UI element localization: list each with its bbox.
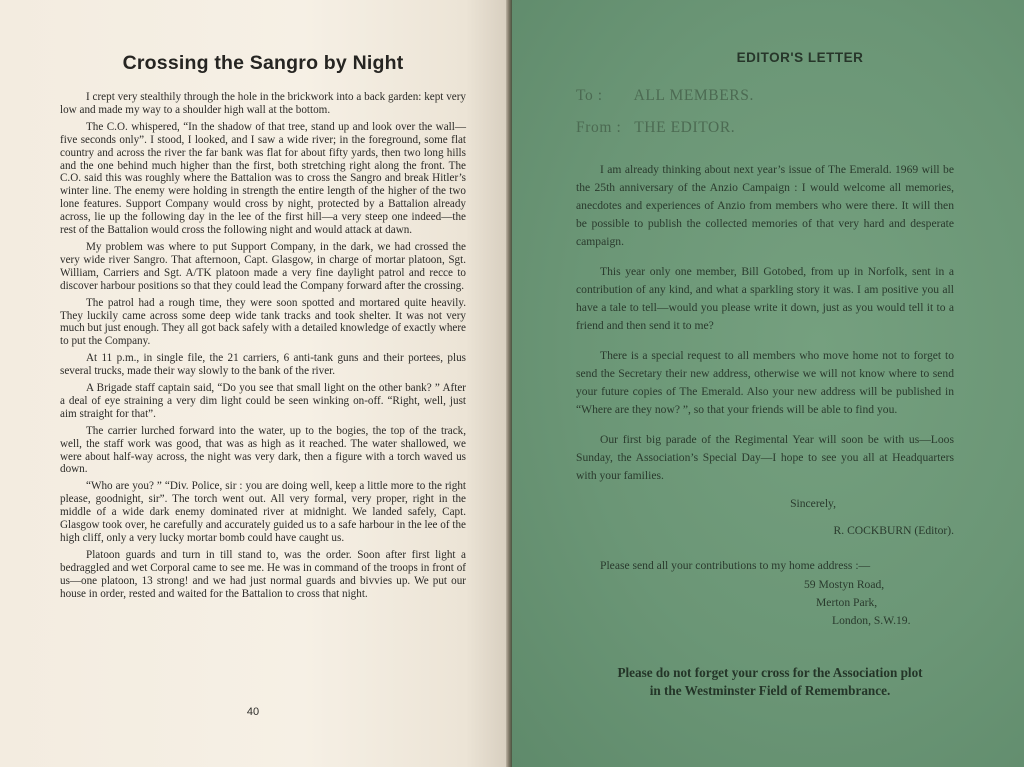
- article-paragraph: Platoon guards and turn in till stand to, was the order. Soon after first light a bedraggled and wet Corporal came to see me. He was in command of the troops in front of us—one platoon, 13 strong! and we had just normal guards and bivvies up. We put our house in order, rested and waited for the Battalion to cross that night.: [60, 548, 466, 600]
- article-paragraph: At 11 p.m., in single file, the 21 carriers, 6 anti-tank guns and their portees, plus several trucks, made their way slowly to the bank of the river.: [60, 352, 466, 378]
- to-line: [576, 87, 954, 105]
- letter-body: [576, 161, 954, 485]
- from-value: THE EDITOR.: [634, 119, 736, 136]
- letter-signoff: Sincerely,: [790, 497, 836, 510]
- article-paragraph: The patrol had a rough time, they were soon spotted and mortared quite heavily. They luckily came across some deep wide tank tracks and took shelter. It was not very much but just enough. They all got back safely with a detailed knowledge of exactly where to put the Company.: [60, 296, 466, 348]
- letter-paragraph: I am already thinking about next year’s issue of The Emerald. 1969 will be the 25th anniversary of the Anzio Campaign : I would welcome all memories, anecdotes and experiences of Anzio from members who were there. It will then be possible to publish the collected memories of that very hard and desperate campaign.: [576, 163, 954, 248]
- letter-paragraph: This year only one member, Bill Gotobed, from up in Norfolk, sent in a contribution of any kind, and what a sparkling story it was. I am positive you all have a tale to tell—would you please write it down, just as you would tell it to a friend and then send it to me?: [576, 265, 954, 332]
- article-paragraph: My problem was where to put Support Company, in the dark, we had crossed the very wide river Sangro. That afternoon, Capt. Glasgow, in charge of mortar platoon, Sgt. William, Carriers and Sgt. A/TK platoon made a very fine daylight patrol and recce to discover harbour positions so that they could lead the Company forward after the crossing.: [60, 240, 466, 292]
- home-address: [576, 576, 954, 630]
- remembrance-note-line: in the Westminster Field of Remembrance.: [649, 683, 891, 698]
- left-page: [0, 0, 506, 767]
- article-title: Crossing the Sangro by Night: [122, 52, 404, 74]
- from-label: From :: [576, 119, 622, 136]
- address-line: London, S.W.19.: [832, 614, 911, 627]
- letter-heading: EDITOR'S LETTER: [736, 50, 864, 65]
- address-line: 59 Mostyn Road,: [804, 578, 885, 591]
- article-paragraph: I crept very stealthily through the hole in the brickwork into a back garden: kept very low and made my way to a shoulder high wall at the bottom.: [60, 91, 466, 116]
- letter-paragraph: There is a special request to all members who move home not to forget to send the Secretary their new address, otherwise we will not know where to send your future copies of The Emerald. Also your new address will be published in “Where are they now? ”, so that your friends will be able to find you.: [576, 349, 954, 416]
- article-body: [60, 91, 466, 601]
- article-paragraph: A Brigade staff captain said, “Do you see that small light on the other bank? ” After a deal of eye straining a very dim light could be seen winking on-off. “Right, well, just aim straight for that”.: [60, 382, 466, 420]
- to-value: ALL MEMBERS.: [633, 87, 754, 104]
- send-note: Please send all your contributions to my home address :—: [600, 559, 871, 572]
- address-line: Merton Park,: [816, 596, 878, 609]
- letter-paragraph: Our first big parade of the Regimental Year will soon be with us—Loos Sunday, the Association’s Special Day—I hope to see you all at Headquarters with your families.: [576, 433, 954, 482]
- article-paragraph: “Who are you? ” “Div. Police, sir : you are doing well, keep a little more to the right please, goodnight, sir”. The torch went out. All very formal, very proper, right in the middle of a wide dark enemy dominated river at midnight. We landed safely, Capt. Glasgow took over, he carefully and accurately guided us to a safe harbour in the lee of the high cliff, only a very lucky mortar bomb could have caught us.: [60, 480, 466, 544]
- right-page: [512, 0, 1024, 767]
- to-label: To :: [576, 87, 603, 104]
- remembrance-note-line: Please do not forget your cross for the Association plot: [617, 665, 923, 680]
- article-paragraph: The carrier lurched forward into the water, up to the bogies, the top of the track, well, the staff work was good, that was as high as it reached. The water shallowed, we were about half-way across, the night was very dark, then a figure with a torch waved us down.: [60, 424, 466, 476]
- remembrance-note: [566, 664, 974, 700]
- article-paragraph: The C.O. whispered, “In the shadow of that tree, stand up and look over the wall—five seconds only”. I stood, I looked, and I saw a wide river; in the foreground, some flat country and across the river the far bank was flat for about fifty yards, then two long hills and the one behind much higher than the first, both stretching right along the front. The C.O. said this was roughly where the Battalion was to cross the Sangro and break Hitler’s winter line. The enemy were holding in strength the entire length of the higher of the two lone features. Support Company would cross by night, protected by a Battalion already across, lie up the following day in the lee of the first hill—a very steep one indeed—the rest of the Battalion would cross the following night and would attack at dawn.: [60, 120, 466, 237]
- page-number: 40: [246, 706, 260, 718]
- letter-signature: R. COCKBURN (Editor).: [833, 524, 954, 537]
- from-line: [576, 119, 954, 137]
